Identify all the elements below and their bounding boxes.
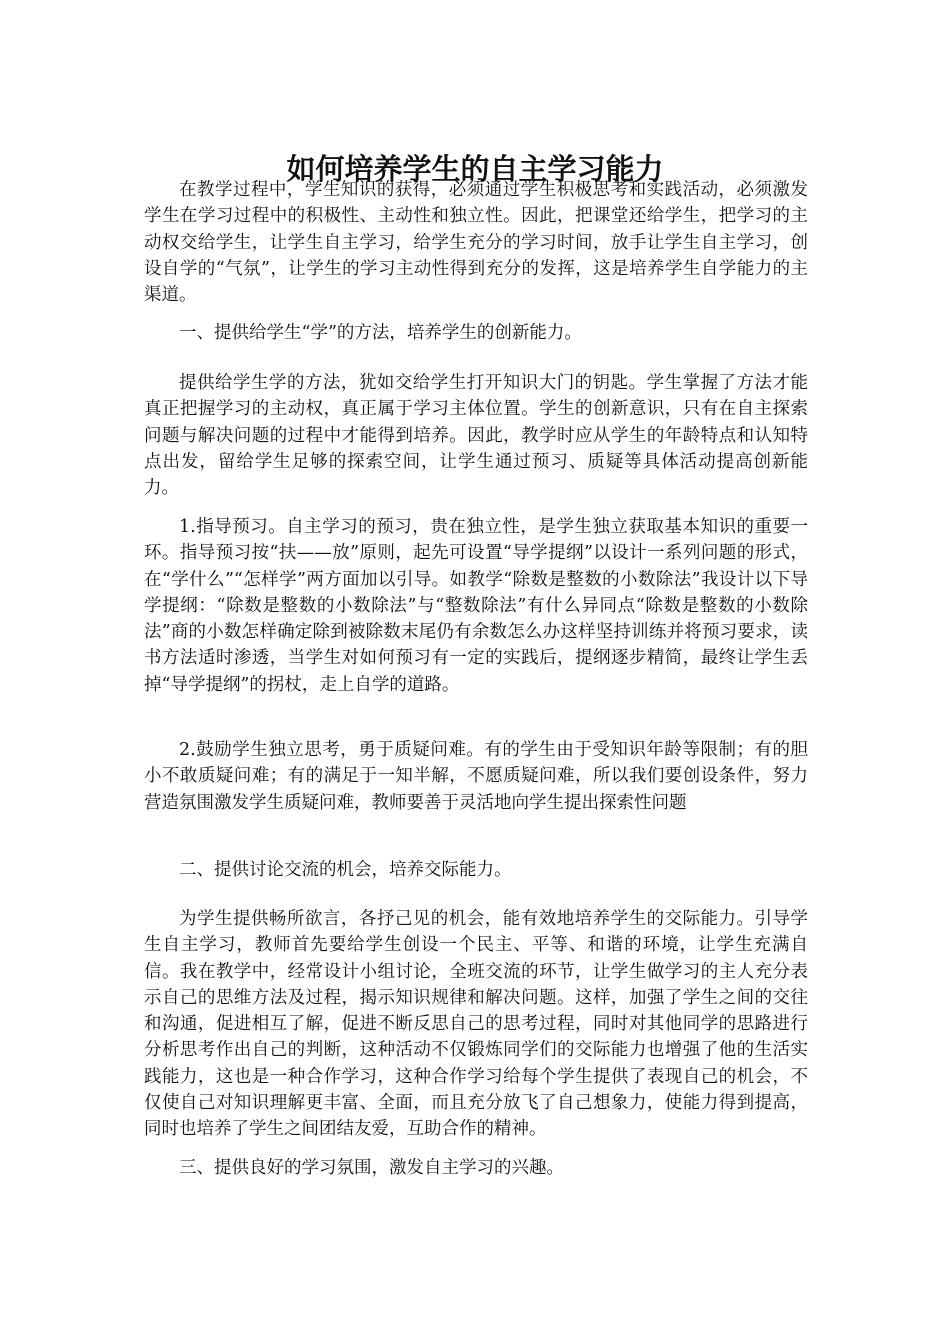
item-1-paragraph: 1.指导预习。自主学习的预习，贵在独立性，是学生独立获取基本知识的重要一环。指导预习按“扶——放”原则，起先可设置“导学提纲”以设计一系列问题的形式，在“学什么”“怎样学”两方面加以引导。如教学“除数是整数的小数除法”我设计以下导学提纲：“除数是整数的小数除法”与“整数除法”有什么异同点“除数是整数的小数除法”商的小数怎样确定除到被除数末尾仍有余数怎么办这样坚持训练并将预习要求，读书方法适时渗透，当学生对如何预习有一定的实践后，提纲逐步精简，最终让学生丢掉“导学提纲”的拐杖，走上自学的道路。 — [144, 517, 808, 695]
section-3-heading: 三、提供良好的学习氛围，激发自主学习的兴趣。 — [179, 1158, 564, 1178]
section-1-paragraph: 提供给学生学的方法，犹如交给学生打开知识大门的钥匙。学生掌握了方法才能真正把握学习的主动权，真正属于学习主体位置。学生的创新意识，只有在自主探索问题与解决问题的过程中才能得到培养。因此，教学时应从学生的年龄特点和认知特点出发，留给学生足够的探索空间，让学生通过预习、质疑等具体活动提高创新能力。 — [144, 373, 808, 499]
item-2-paragraph: 2.鼓励学生独立思考，勇于质疑问难。有的学生由于受知识年龄等限制；有的胆小不敢质疑问难；有的满足于一知半解，不愿质疑问难，所以我们要创设条件，努力营造氛围激发学生质疑问难，教师要善于灵活地向学生提出探索性问题 — [144, 740, 808, 813]
section-2-paragraph: 为学生提供畅所欲言，各抒己见的机会，能有效地培养学生的交际能力。引导学生自主学习，教师首先要给学生创设一个民主、平等、和谐的环境，让学生充满自信。我在教学中，经常设计小组讨论，全班交流的环节，让学生做学习的主人充分表示自己的思维方法及过程，揭示知识规律和解决问题。这样，加强了学生之间的交往和沟通，促进相互了解，促进不断反思自己的思考过程，同时对其他同学的思路进行分析思考作出自己的判断，这种活动不仅锻炼同学们的交际能力也增强了他的生活实践能力，这也是一种合作学习，这种合作学习给每个学生提供了表现自己的机会，不仅使自己对知识理解更丰富、全面，而且充分放飞了自己想象力，使能力得到提高，同时也培养了学生之间团结友爱，互助合作的精神。 — [144, 909, 808, 1140]
intro-paragraph: 在教学过程中，学生知识的获得，必须通过学生积极思考和实践活动，必须激发学生在学习过程中的积极性、主动性和独立性。因此，把课堂还给学生，把学习的主动权交给学生，让学生自主学习，给学生充分的学习时间，放手让学生自主学习，创设自学的“气氛”，让学生的学习主动性得到充分的发挥，这是培养学生自学能力的主渠道。 — [144, 180, 808, 306]
section-2-heading: 二、提供讨论交流的机会，培养交际能力。 — [179, 860, 512, 880]
page-title: 如何培养学生的自主学习能力 — [286, 152, 664, 187]
section-1-heading: 一、提供给学生“学”的方法，培养学生的创新能力。 — [179, 323, 582, 343]
